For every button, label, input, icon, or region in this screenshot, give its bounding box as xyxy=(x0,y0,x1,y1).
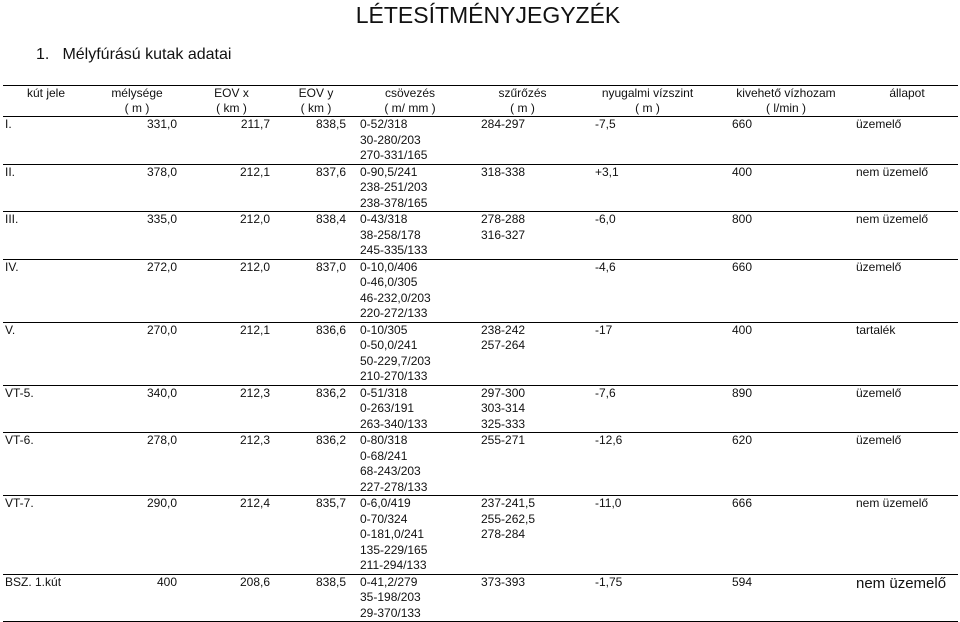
yield-value: 660 xyxy=(716,259,856,322)
status-value: üzemelő xyxy=(856,117,902,131)
section-number: 1. xyxy=(36,46,50,63)
yield-value: 400 xyxy=(716,164,856,212)
screen-cell xyxy=(466,259,579,322)
table-row xyxy=(3,385,958,433)
header-text: nyugalmi vízszint xyxy=(601,86,694,100)
table-row xyxy=(3,496,958,575)
column-header-depth xyxy=(89,86,185,117)
yield-value: 800 xyxy=(716,212,856,260)
well-id: VT-6. xyxy=(3,433,89,496)
screen-cell xyxy=(466,117,579,165)
header-text: kút jele xyxy=(26,86,66,100)
screen-entry: 257-264 xyxy=(481,338,526,352)
status-value: nem üzemelő xyxy=(856,496,958,575)
casing-entry: 0-6,0/419 xyxy=(360,496,411,510)
casing-cell xyxy=(354,496,466,575)
column-header-status xyxy=(856,86,958,117)
casing-entry: 0-43/318 xyxy=(360,212,408,226)
header-text: ( m/ mm ) xyxy=(384,101,436,115)
static-level-value: -1,75 xyxy=(579,574,716,622)
status-value: nem üzemelő xyxy=(856,574,958,622)
table-row xyxy=(3,322,958,385)
section-label: Mélyfúrású kutak adatai xyxy=(62,46,232,63)
column-header-yield xyxy=(716,86,856,117)
screen-entry: 255-271 xyxy=(481,433,526,447)
eov-x-value: 212,3 xyxy=(185,385,278,433)
screen-cell xyxy=(466,385,579,433)
column-header-well-id xyxy=(3,86,89,117)
screen-entry: 297-300 xyxy=(481,385,526,400)
casing-cell xyxy=(354,259,466,322)
well-id: VT-7. xyxy=(3,496,89,575)
column-header-casing xyxy=(354,86,466,117)
casing-entry: 0-46,0/305 xyxy=(360,275,418,289)
table-row xyxy=(3,212,958,260)
depth-value: 272,0 xyxy=(89,259,185,322)
eov-y-value: 836,2 xyxy=(278,433,354,496)
eov-x-value: 212,4 xyxy=(185,496,278,575)
header-text: mélysége xyxy=(111,86,163,100)
eov-x-value: 212,0 xyxy=(185,212,278,260)
yield-value: 400 xyxy=(716,322,856,385)
eov-y-value: 838,5 xyxy=(278,574,354,622)
column-header-static-level xyxy=(579,86,716,117)
casing-entry: 68-243/203 xyxy=(360,464,421,478)
depth-value: 335,0 xyxy=(89,212,185,260)
table-row xyxy=(3,574,958,622)
eov-y-value: 835,7 xyxy=(278,496,354,575)
table-row xyxy=(3,164,958,212)
casing-entry: 50-229,7/203 xyxy=(360,353,431,368)
casing-entry: 238-378/165 xyxy=(360,195,428,210)
eov-y-value: 837,6 xyxy=(278,164,354,212)
eov-y-value: 836,6 xyxy=(278,322,354,385)
screen-entry: 303-314 xyxy=(481,401,526,415)
table-row xyxy=(3,117,958,165)
casing-entry: 135-229/165 xyxy=(360,542,428,557)
screen-cell xyxy=(466,496,579,575)
column-header-eov-y xyxy=(278,86,354,117)
screen-entry: 325-333 xyxy=(481,416,526,431)
eov-x-value: 212,1 xyxy=(185,164,278,212)
header-text: szűrőzés xyxy=(498,86,547,100)
status-value: üzemelő xyxy=(856,259,958,322)
eov-y-value: 838,5 xyxy=(315,117,346,131)
yield-value: 890 xyxy=(716,385,856,433)
screen-entry: 316-327 xyxy=(481,227,526,242)
eov-y-value: 836,2 xyxy=(278,385,354,433)
casing-entry: 245-335/133 xyxy=(360,243,428,257)
well-id: IV. xyxy=(3,259,89,322)
well-id: II. xyxy=(3,164,89,212)
casing-entry: 0-10,0/406 xyxy=(360,259,418,274)
casing-entry: 0-10/305 xyxy=(360,322,408,337)
static-level-value: +3,1 xyxy=(579,164,716,212)
casing-cell xyxy=(354,433,466,496)
casing-entry: 30-280/203 xyxy=(360,132,421,147)
casing-cell xyxy=(354,322,466,385)
casing-entry: 0-181,0/241 xyxy=(360,527,425,541)
casing-entry: 220-272/133 xyxy=(360,306,428,320)
casing-entry: 0-263/191 xyxy=(360,401,415,415)
casing-cell xyxy=(354,574,466,622)
casing-entry: 263-340/133 xyxy=(360,416,428,431)
column-header-eov-x xyxy=(185,86,278,117)
static-level-value: -12,6 xyxy=(579,433,716,496)
header-text: ( m ) xyxy=(635,101,660,115)
depth-value: 400 xyxy=(89,574,185,622)
header-row xyxy=(3,86,958,117)
casing-entry: 0-52/318 xyxy=(360,117,408,131)
casing-cell xyxy=(354,164,466,212)
casing-cell xyxy=(354,385,466,433)
screen-entry: 255-262,5 xyxy=(481,511,536,526)
screen-cell xyxy=(466,164,579,212)
casing-cell xyxy=(354,212,466,260)
screen-entry: 238-242 xyxy=(481,322,526,337)
header-text: kivehető vízhozam xyxy=(736,86,836,100)
header-text: ( l/min ) xyxy=(766,101,806,115)
casing-cell xyxy=(354,117,466,165)
well-id: I. xyxy=(5,117,12,131)
status-value: nem üzemelő xyxy=(856,164,958,212)
header-text: ( m ) xyxy=(124,101,150,115)
casing-entry: 0-68/241 xyxy=(360,448,408,463)
status-value: nem üzemelő xyxy=(856,212,958,260)
header-text: csövezés xyxy=(384,86,436,100)
casing-entry: 227-278/133 xyxy=(360,479,428,494)
well-id: VT-5. xyxy=(3,385,89,433)
eov-x-value: 212,3 xyxy=(185,433,278,496)
casing-entry: 210-270/133 xyxy=(360,369,428,383)
document-title: LÉTESÍTMÉNYJEGYZÉK xyxy=(355,2,621,28)
header-text: EOV x xyxy=(214,86,249,100)
static-level-value: -17 xyxy=(579,322,716,385)
casing-entry: 0-90,5/241 xyxy=(360,164,418,179)
eov-y-value: 838,4 xyxy=(278,212,354,260)
screen-entry: 318-338 xyxy=(481,164,526,179)
well-id: III. xyxy=(3,212,89,260)
casing-entry: 0-50,0/241 xyxy=(360,338,418,352)
screen-cell xyxy=(466,574,579,622)
header-text: ( m ) xyxy=(510,101,535,115)
screen-entry: 284-297 xyxy=(481,117,526,131)
header-text: állapot xyxy=(889,86,925,100)
static-level-value: -11,0 xyxy=(579,496,716,575)
table-row xyxy=(3,259,958,322)
status-value: tartalék xyxy=(856,322,958,385)
static-level-value: -4,6 xyxy=(579,259,716,322)
casing-entry: 38-258/178 xyxy=(360,227,421,242)
casing-entry: 270-331/165 xyxy=(360,148,428,162)
column-header-screen xyxy=(466,86,579,117)
casing-entry: 238-251/203 xyxy=(360,180,428,194)
screen-entry: 237-241,5 xyxy=(481,496,536,510)
screen-cell xyxy=(466,433,579,496)
casing-entry: 29-370/133 xyxy=(360,605,421,620)
yield-value: 620 xyxy=(716,433,856,496)
wells-table xyxy=(3,85,958,622)
screen-entry: 278-284 xyxy=(481,527,526,541)
depth-value: 290,0 xyxy=(89,496,185,575)
eov-x-value: 208,6 xyxy=(185,574,278,622)
casing-entry: 35-198/203 xyxy=(360,590,421,604)
header-text: ( km ) xyxy=(300,101,332,115)
casing-entry: 0-51/318 xyxy=(360,385,408,400)
status-value: üzemelő xyxy=(856,433,958,496)
depth-value: 331,0 xyxy=(146,117,177,131)
header-text: EOV y xyxy=(298,86,334,100)
casing-entry: 0-70/324 xyxy=(360,511,408,526)
well-id: V. xyxy=(3,322,89,385)
screen-entry: 373-393 xyxy=(481,574,526,589)
depth-value: 340,0 xyxy=(89,385,185,433)
casing-entry: 211-294/133 xyxy=(360,558,427,572)
status-value: üzemelő xyxy=(856,385,958,433)
well-id: BSZ. 1.kút xyxy=(3,574,89,622)
header-text: ( km ) xyxy=(216,101,247,115)
eov-x-value: 212,0 xyxy=(185,259,278,322)
depth-value: 270,0 xyxy=(89,322,185,385)
eov-y-value: 837,0 xyxy=(278,259,354,322)
static-level-value: -6,0 xyxy=(579,212,716,260)
static-level-value: -7,6 xyxy=(579,385,716,433)
table-body xyxy=(3,117,958,622)
section-heading xyxy=(36,46,231,64)
screen-cell xyxy=(466,322,579,385)
screen-cell xyxy=(466,212,579,260)
casing-entry: 46-232,0/203 xyxy=(360,290,431,305)
eov-x-value: 211,7 xyxy=(240,117,270,131)
screen-entry: 278-288 xyxy=(481,212,526,226)
yield-value: 666 xyxy=(716,496,856,575)
yield-value: 660 xyxy=(732,117,753,131)
yield-value: 594 xyxy=(716,574,856,622)
depth-value: 278,0 xyxy=(89,433,185,496)
table-row xyxy=(3,433,958,496)
eov-x-value: 212,1 xyxy=(185,322,278,385)
casing-entry: 0-41,2/279 xyxy=(360,574,418,589)
static-level-value: -7,5 xyxy=(595,117,616,131)
depth-value: 378,0 xyxy=(89,164,185,212)
casing-entry: 0-80/318 xyxy=(360,433,408,447)
